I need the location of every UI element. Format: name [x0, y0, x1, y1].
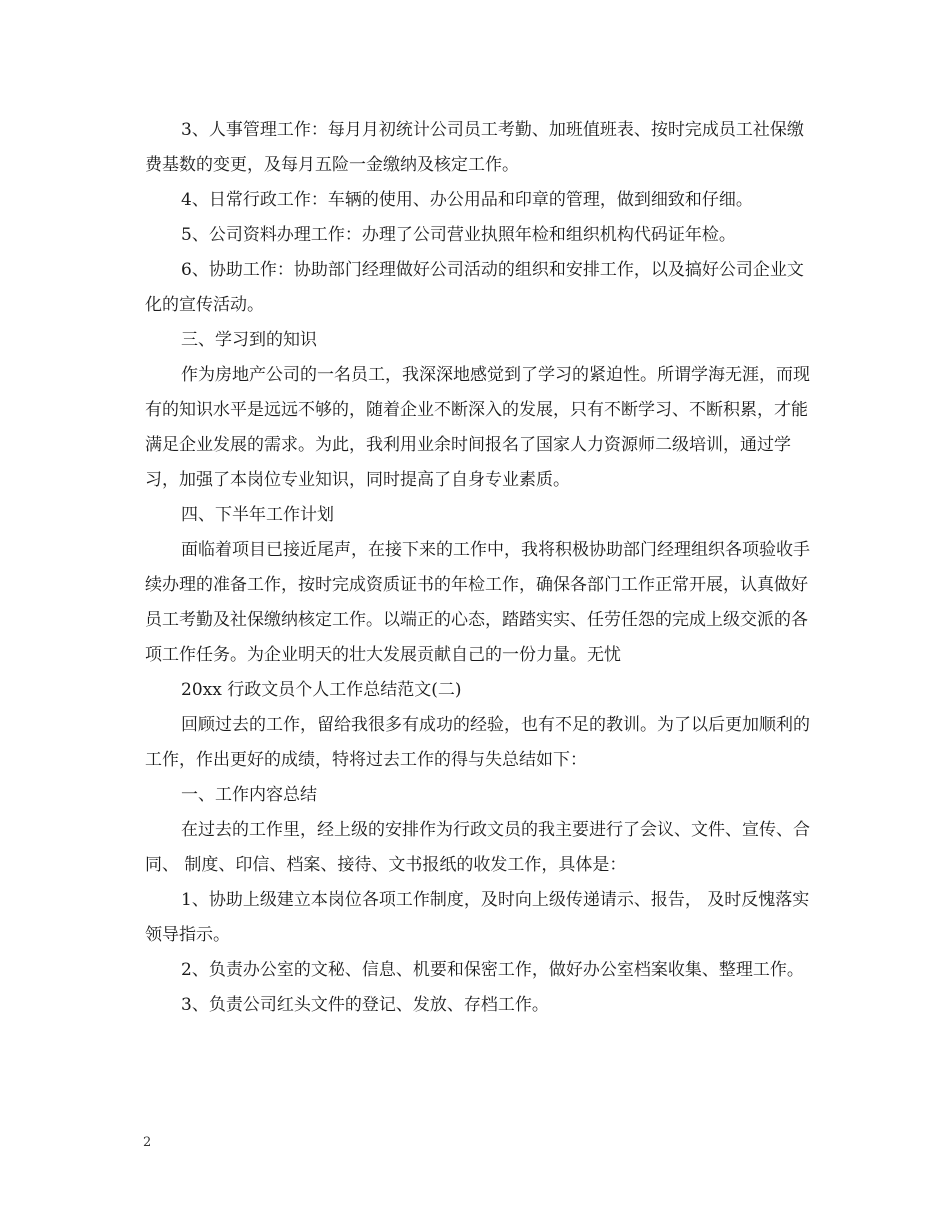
heading-knowledge-learned: 三、学习到的知识: [181, 330, 317, 350]
paragraph-review: 回顾过去的工作，留给我很多有成功的经验，也有不足的教训。为了以后更加顺利的工作，作出更好的成绩，特将过去工作的得与失总结如下：: [145, 715, 810, 770]
page-number: 2: [143, 1135, 152, 1150]
paragraph-assist-work: 6、协助工作：协助部门经理做好公司活动的组织和安排工作，以及搞好公司企业文化的宣传活动。: [145, 260, 804, 315]
paragraph-work-overview: 在过去的工作里，经上级的安排作为行政文员的我主要进行了会议、文件、宣传、合同、 制度、印信、档案、接待、文书报纸的收发工作，具体是：: [145, 820, 810, 875]
heading-work-summary: 一、工作内容总结: [181, 785, 317, 805]
document-body: [145, 113, 810, 1023]
paragraph-daily-admin: 4、日常行政工作：车辆的使用、办公用品和印章的管理，做到细致和仔细。: [181, 190, 753, 210]
list-item-2: 2、负责办公室的文秘、信息、机要和保密工作，做好办公室档案收集、整理工作。: [181, 960, 804, 980]
paragraph-company-documents: 5、公司资料办理工作：办理了公司营业执照年检和组织机构代码证年检。: [181, 225, 736, 245]
list-item-1: 1、协助上级建立本岗位各项工作制度，及时向上级传递请示、报告， 及时反愧落实领导指示。: [145, 890, 810, 945]
paragraph-hr-management: 3、人事管理工作：每月月初统计公司员工考勤、加班值班表、按时完成员工社保缴费基数的变更，及每月五险一金缴纳及核定工作。: [145, 120, 804, 175]
paragraph-learning: 作为房地产公司的一名员工，我深深地感觉到了学习的紧迫性。所谓学海无涯，而现有的知识水平是远远不够的，随着企业不断深入的发展，只有不断学习、不断积累，才能满足企业发展的需求。为此，我利用业余时间报名了国家人力资源师二级培训，通过学习，加强了本岗位专业知识，同时提高了自身专业素质。: [145, 365, 810, 490]
heading-second-half-plan: 四、下半年工作计划: [181, 505, 334, 525]
section-title-example-two: 20xx 行政文员个人工作总结范文(二): [181, 680, 462, 700]
paragraph-plan: 面临着项目已接近尾声，在接下来的工作中，我将积极协助部门经理组织各项验收手续办理的准备工作，按时完成资质证书的年检工作，确保各部门工作正常开展，认真做好员工考勤及社保缴纳核定工作。以端正的心态，踏踏实实、任劳任怨的完成上级交派的各项工作任务。为企业明天的壮大发展贡献自己的一份力量。无忧: [145, 540, 810, 665]
list-item-3: 3、负责公司红头文件的登记、发放、存档工作。: [181, 995, 549, 1015]
